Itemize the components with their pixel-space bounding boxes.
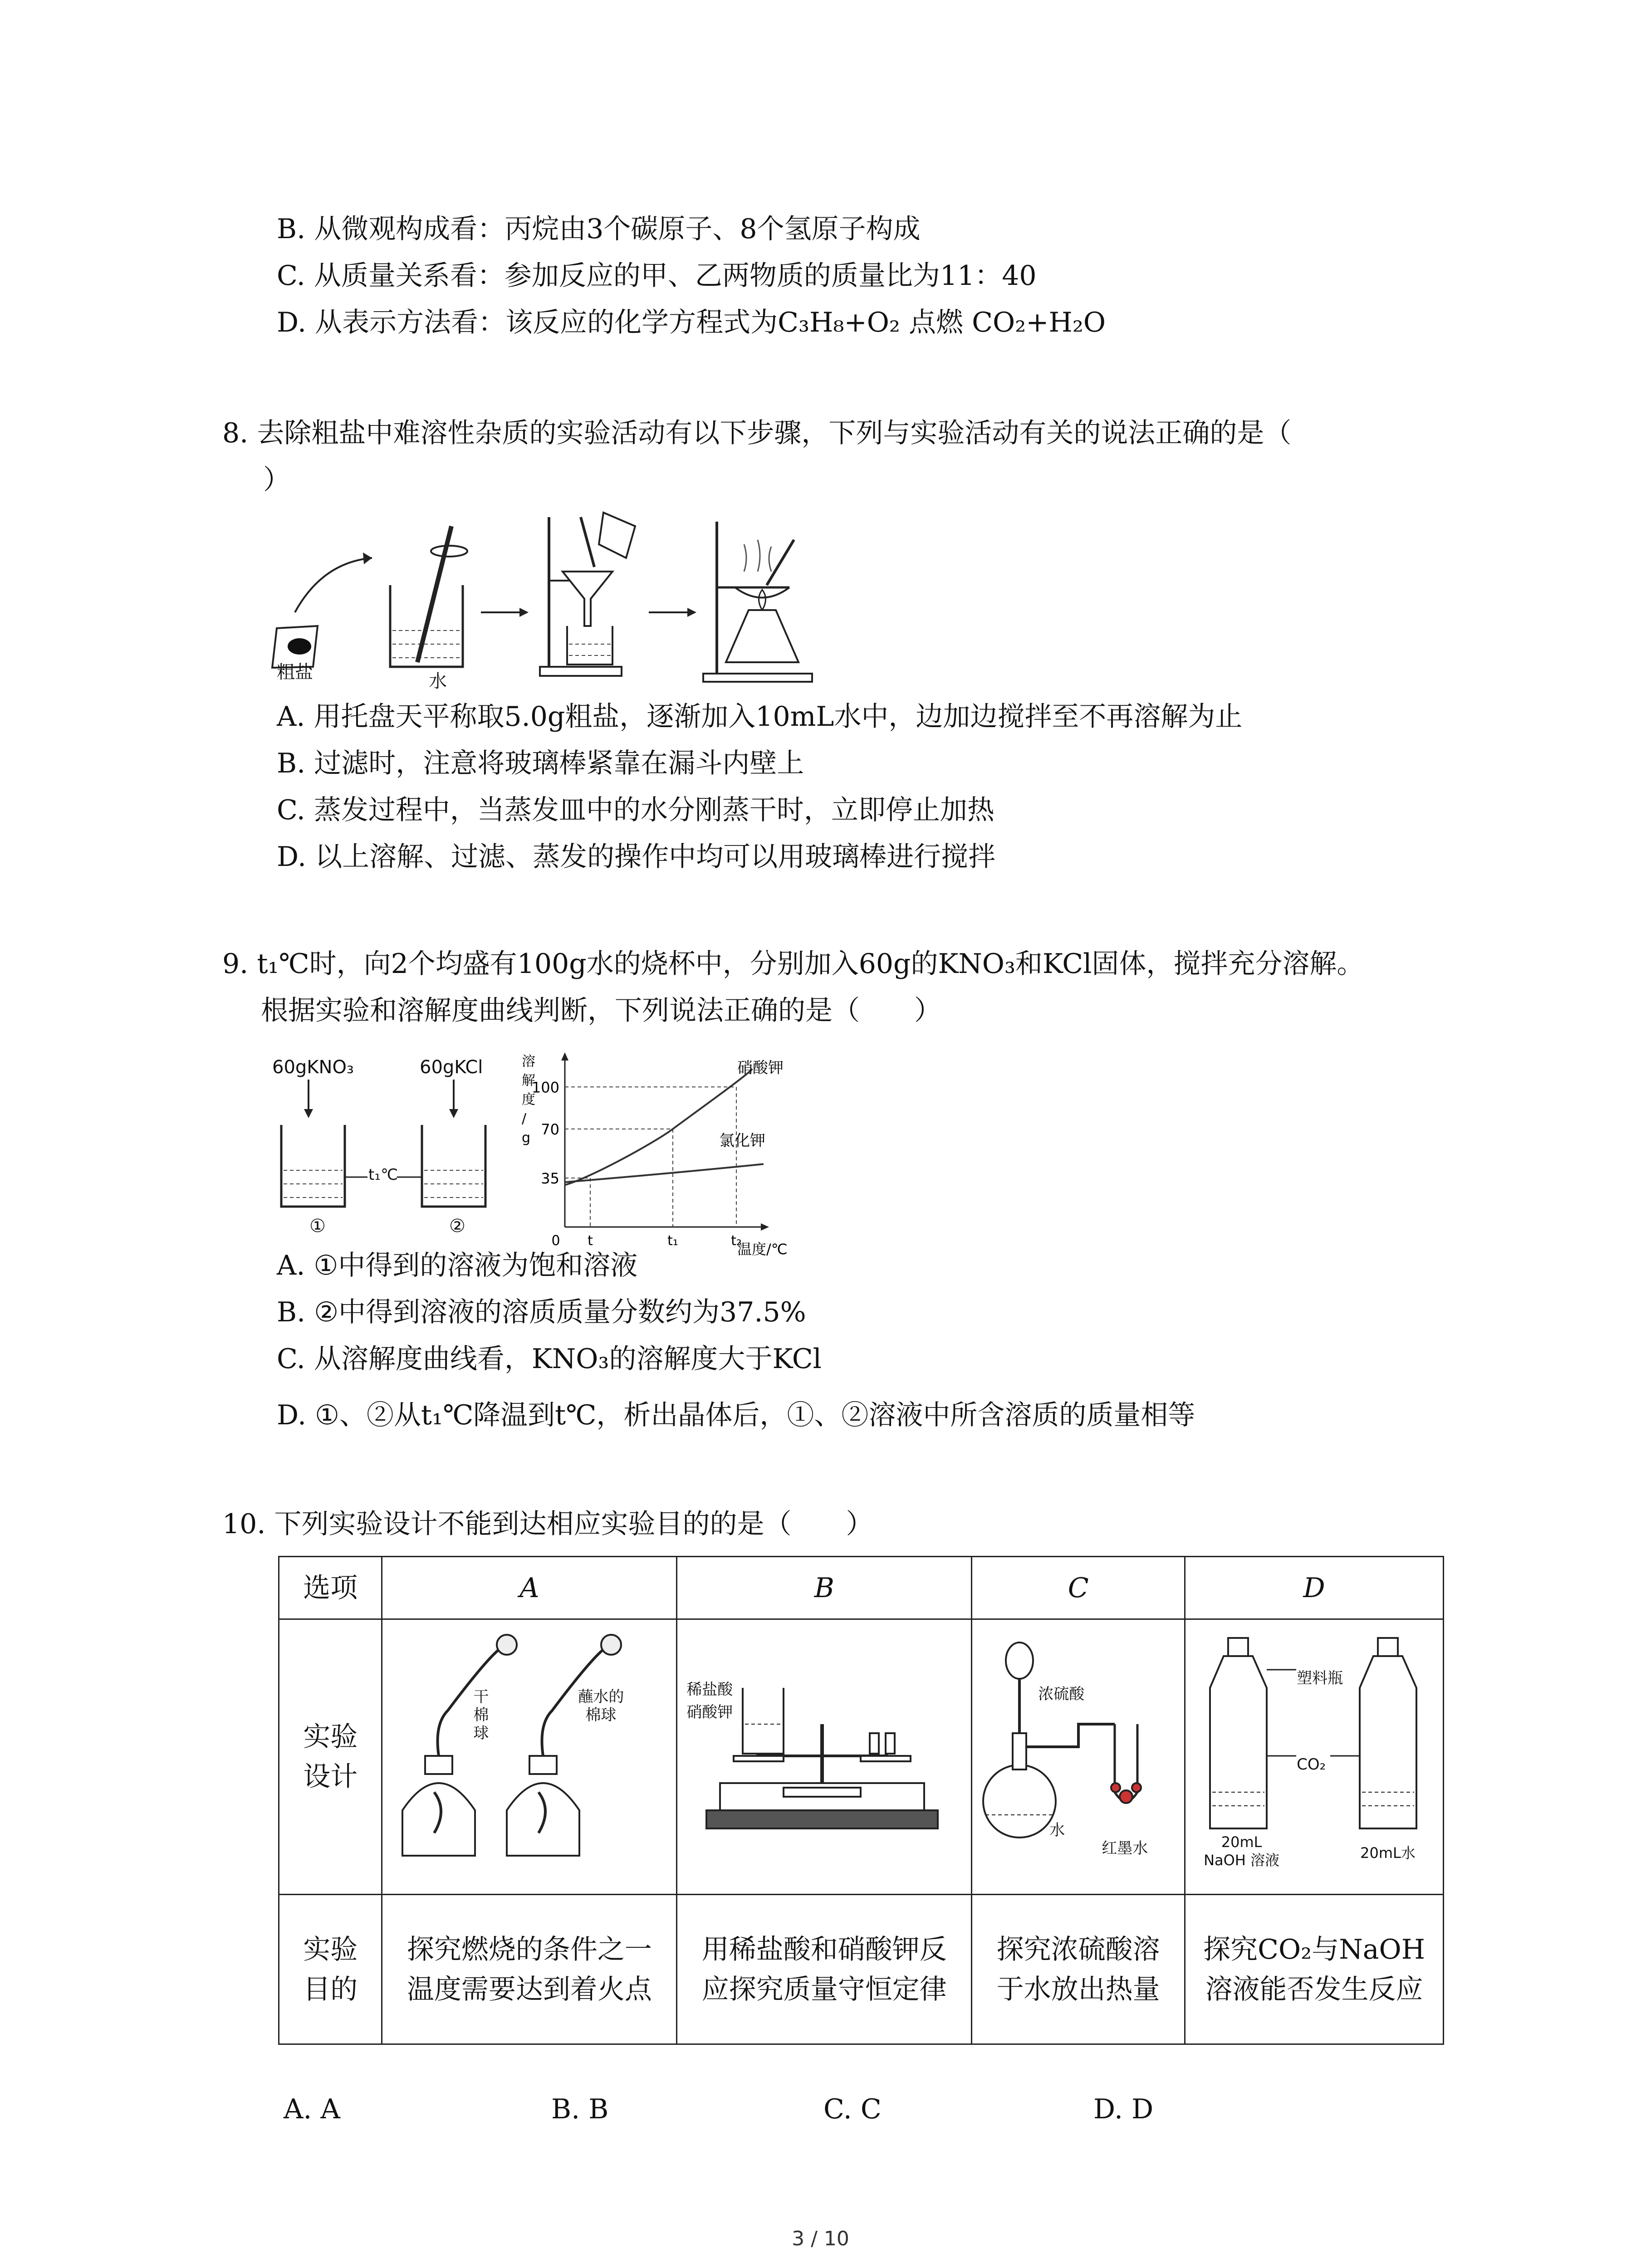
goal-d: 探究CO₂与NaOH溶液能否发生反应 <box>1185 1895 1444 2044</box>
fig-label-water: 水 <box>429 671 447 692</box>
q10-stem: 10. 下列实验设计不能到达相应实验目的的是（ ） <box>222 1508 873 1540</box>
balance-apparatus-icon <box>679 1620 970 1883</box>
header-d: D <box>1185 1557 1444 1619</box>
beaker2-number: ② <box>449 1216 465 1237</box>
q9-option-d: D. ①、②从t₁℃降温到t℃，析出晶体后，①、②溶液中所含溶质的质量相等 <box>277 1399 1195 1431</box>
label-co2: CO₂ <box>1297 1755 1326 1774</box>
design-c-cell <box>972 1619 1185 1895</box>
design-row-label: 实验 设计 <box>279 1619 382 1895</box>
evaporation-stand-icon <box>703 522 812 682</box>
design-a-cell <box>382 1619 677 1895</box>
label-dilute-hcl: 稀盐酸 <box>686 1681 733 1699</box>
y-tick-label: 100 <box>531 1079 559 1096</box>
y-tick-label: 70 <box>541 1120 559 1138</box>
q9-option-c: C. 从溶解度曲线看，KNO₃的溶解度大于KCl <box>277 1343 822 1375</box>
q8-stem-line1: 8. 去除粗盐中难溶性杂质的实验活动有以下步骤，下列与实验活动有关的说法正确的是（ <box>222 417 1292 449</box>
goal-row-label: 实验 目的 <box>279 1895 382 2044</box>
beaker1-number: ① <box>309 1216 326 1237</box>
x-tick-label: 0 <box>551 1233 560 1249</box>
q8-option-b: B. 过滤时，注意将玻璃棒紧靠在漏斗内壁上 <box>277 748 804 779</box>
q10-experiment-table <box>278 1556 1444 2045</box>
goal-c: 探究浓硫酸溶于水放出热量 <box>972 1895 1185 2044</box>
q7-option-c: C. 从质量关系看：参加反应的甲、乙两物质的质量比为11：40 <box>277 260 1037 292</box>
combustion-apparatus-icon <box>384 1620 675 1883</box>
q9-stem-line1: 9. t₁℃时，向2个均盛有100g水的烧杯中，分别加入60g的KNO₃和KCl固体，搅拌充分溶解。 <box>222 948 1364 980</box>
beaker2-label: 60gKCl <box>420 1057 483 1078</box>
answer-b: B. B <box>551 2093 609 2125</box>
beaker1-label: 60gKNO₃ <box>272 1057 354 1078</box>
x-tick-label: t₁ <box>667 1233 678 1249</box>
label-red-ink: 红墨水 <box>1102 1839 1148 1857</box>
x-axis-arrow <box>761 1223 769 1231</box>
series-kno3-label: 硝酸钾 <box>737 1059 784 1077</box>
q9-stem-line2: 根据实验和溶解度曲线判断，下列说法正确的是（ ） <box>261 995 941 1026</box>
q8-stem-line2: ） <box>263 464 290 496</box>
q9-option-a: A. ①中得到的溶液为饱和溶液 <box>277 1250 638 1281</box>
label-kno3: 硝酸钾 <box>686 1703 733 1721</box>
answer-c: C. C <box>823 2093 882 2125</box>
header-c: C <box>972 1557 1185 1619</box>
goal-a: 探究燃烧的条件之一温度需要达到着火点 <box>382 1895 677 2044</box>
answer-d: D. D <box>1093 2093 1154 2125</box>
goal-b: 用稀盐酸和硝酸钾反应探究质量守恒定律 <box>677 1895 972 2044</box>
table-header-row <box>279 1557 1444 1619</box>
solubility-chart <box>513 1048 808 1256</box>
header-b: B <box>677 1557 972 1619</box>
label-d-water: 20mL水 <box>1360 1844 1416 1862</box>
y-axis-arrow <box>561 1052 568 1061</box>
q8-option-a: A. 用托盘天平称取5.0g粗盐，逐渐加入10mL水中，边加边搅拌至不再溶解为止 <box>277 701 1243 733</box>
temp-label: t₁℃ <box>368 1166 398 1184</box>
header-option: 选项 <box>279 1557 382 1619</box>
q8-salt-purification-figure <box>268 508 835 694</box>
design-row <box>279 1619 1444 1895</box>
series-kcl-label: 氯化钾 <box>719 1131 765 1150</box>
label-wet-cotton: 蘸水的 棉球 <box>578 1688 624 1724</box>
design-b-cell <box>677 1619 972 1895</box>
label-conc-h2so4: 浓硫酸 <box>1038 1685 1085 1703</box>
y-tick-label: 35 <box>541 1169 559 1187</box>
label-plastic-bottle: 塑料瓶 <box>1297 1669 1343 1687</box>
dissolve-beaker-icon <box>390 526 467 667</box>
q7-option-b: B. 从微观构成看：丙烷由3个碳原子、8个氢原子构成 <box>277 213 921 245</box>
q7-option-d: D. 从表示方法看：该反应的化学方程式为C₃H₈+O₂ 点燃 CO₂+H₂O <box>277 307 1106 338</box>
design-d-cell <box>1185 1619 1444 1895</box>
q8-option-d: D. 以上溶解、过滤、蒸发的操作中均可以用玻璃棒进行搅拌 <box>277 841 996 873</box>
q8-option-c: C. 蒸发过程中，当蒸发皿中的水分刚蒸干时，立即停止加热 <box>277 794 994 826</box>
label-naoh: 20mL NaOH 溶液 <box>1204 1833 1280 1869</box>
y-axis-title: 溶解度/ g <box>522 1054 535 1146</box>
header-a: A <box>382 1557 677 1619</box>
label-c-water: 水 <box>1049 1821 1065 1839</box>
x-axis-title: 温度/℃ <box>737 1241 788 1256</box>
filtration-stand-icon <box>540 513 635 676</box>
x-tick-label: t₂ <box>731 1233 742 1249</box>
sulfuric-acid-apparatus-icon <box>974 1620 1183 1883</box>
answer-a: A. A <box>284 2093 340 2125</box>
q9-option-b: B. ②中得到溶液的溶质质量分数约为37.5% <box>277 1296 806 1328</box>
x-tick-label: t <box>588 1233 593 1249</box>
page-number: 3 / 10 <box>792 2227 849 2250</box>
label-dry-cotton: 干 棉 球 <box>473 1688 489 1742</box>
fig-label-salt: 粗盐 <box>277 662 313 683</box>
goal-row <box>279 1895 1444 2044</box>
